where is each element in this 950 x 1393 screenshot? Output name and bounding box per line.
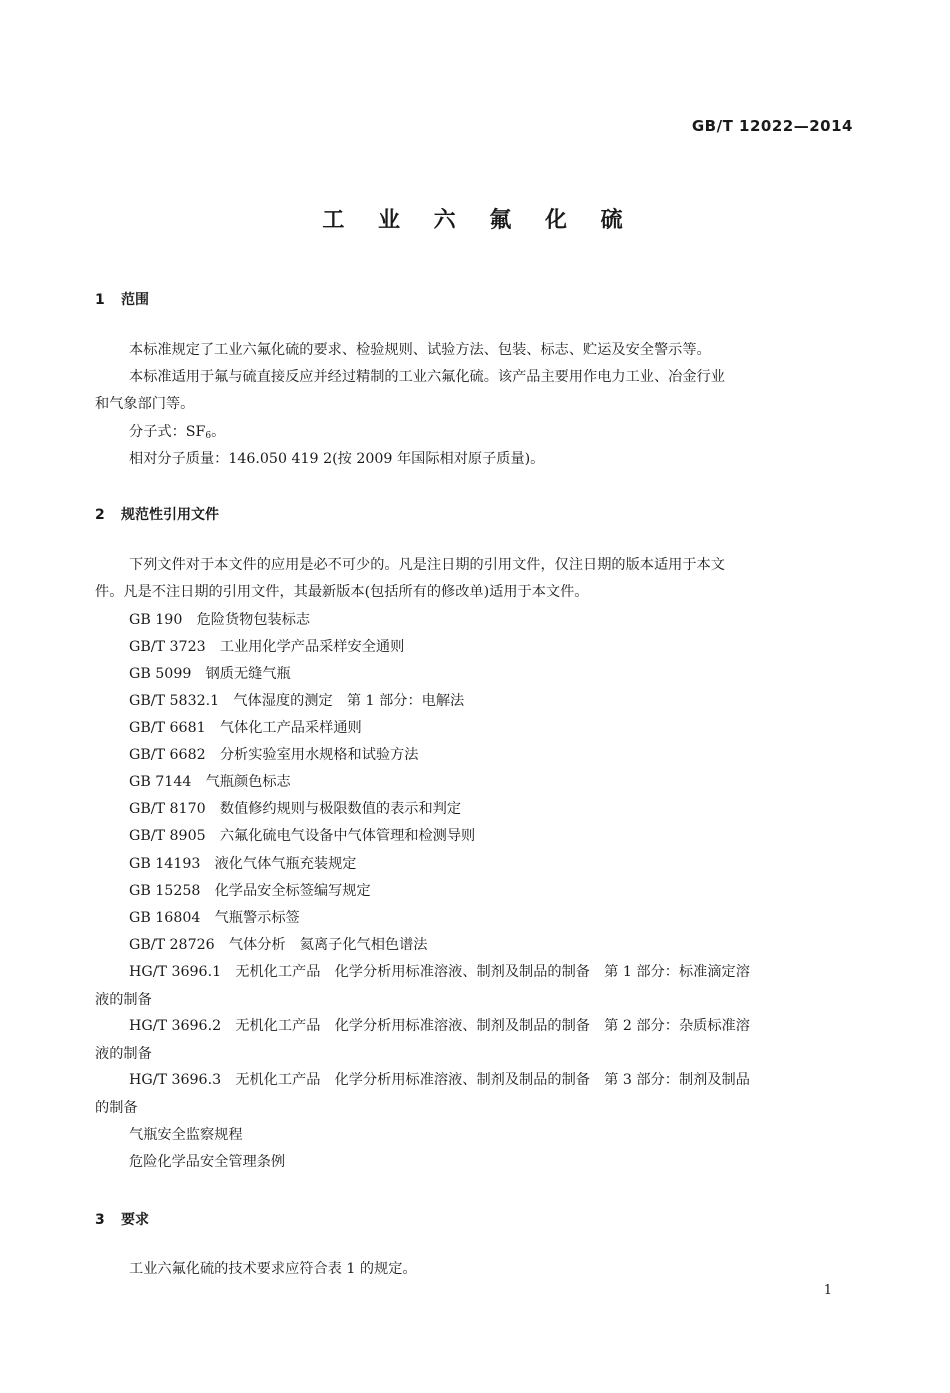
references-intro-line-2: 件。凡是不注日期的引用文件，其最新版本(包括所有的修改单)适用于本文件。 xyxy=(95,584,589,600)
reference-item xyxy=(129,769,291,796)
reference-item xyxy=(129,661,291,688)
reference-title: 气瓶警示标签 xyxy=(214,910,300,926)
reference-title: 气体化工产品采样通则 xyxy=(219,720,362,736)
reference-item xyxy=(129,607,310,634)
reference-item xyxy=(129,742,418,769)
section-title: 要求 xyxy=(121,1212,149,1228)
standard-number: GB/T 12022—2014 xyxy=(691,117,853,135)
regulation-item: 危险化学品安全管理条例 xyxy=(129,1154,286,1170)
reference-code: GB 7144 xyxy=(129,774,192,790)
hg-reference-1-line-2: 液的制备 xyxy=(95,992,152,1008)
reference-code: GB/T 6681 xyxy=(129,720,206,736)
scope-paragraph-2-line-1: 本标准适用于氟与硫直接反应并经过精制的工业六氟化硫。该产品主要用作电力工业、冶金行业 xyxy=(129,369,725,385)
reference-item xyxy=(129,905,300,932)
hg-reference-3-line-2: 的制备 xyxy=(95,1100,138,1116)
regulation-item: 气瓶安全监察规程 xyxy=(129,1127,243,1143)
reference-title: 液化气体气瓶充装规定 xyxy=(214,856,357,872)
reference-code: GB/T 5832.1 xyxy=(129,693,220,709)
reference-title: 气体湿度的测定 第 1 部分：电解法 xyxy=(233,693,465,709)
formula-end: 。 xyxy=(211,424,226,440)
scope-paragraph-1: 本标准规定了工业六氟化硫的要求、检验规则、试验方法、包装、标志、贮运及安全警示等。 xyxy=(129,342,711,358)
reference-code: GB/T 3723 xyxy=(129,639,206,655)
section-2-heading xyxy=(95,504,219,524)
reference-code: GB 15258 xyxy=(129,883,201,899)
reference-item xyxy=(129,823,475,850)
hg-reference-3-line-1: HG/T 3696.3 无机化工产品 化学分析用标准溶液、制剂及制品的制备 第 3 部分：制剂及制品 xyxy=(129,1072,750,1088)
reference-title: 危险货物包装标志 xyxy=(196,612,311,628)
section-number: 1 xyxy=(95,292,105,308)
reference-title: 气体分析 氦离子化气相色谱法 xyxy=(228,937,428,953)
reference-title: 工业用化学产品采样安全通则 xyxy=(219,639,405,655)
hg-reference-1-line-1: HG/T 3696.1 无机化工产品 化学分析用标准溶液、制剂及制品的制备 第 1 部分：标准滴定溶 xyxy=(129,964,750,980)
hg-reference-2-line-1: HG/T 3696.2 无机化工产品 化学分析用标准溶液、制剂及制品的制备 第 2 部分：杂质标准溶 xyxy=(129,1018,750,1034)
reference-code: GB/T 6682 xyxy=(129,747,206,763)
molar-mass: 相对分子质量：146.050 419 2(按 2009 年国际相对原子质量)。 xyxy=(129,451,545,467)
section-number: 2 xyxy=(95,507,105,523)
reference-code: GB/T 8905 xyxy=(129,828,206,844)
reference-title: 六氟化硫电气设备中气体管理和检测导则 xyxy=(219,828,476,844)
reference-title: 气瓶颜色标志 xyxy=(205,774,291,790)
reference-code: GB 16804 xyxy=(129,910,201,926)
formula-label: 分子式：SF xyxy=(129,424,206,440)
reference-code: GB 5099 xyxy=(129,666,192,682)
document-title: 工 业 六 氟 化 硫 xyxy=(322,208,636,233)
page-number: 1 xyxy=(823,1283,832,1298)
reference-title: 钢质无缝气瓶 xyxy=(205,666,291,682)
scope-paragraph-2-line-2: 和气象部门等。 xyxy=(95,396,195,412)
formula-subscript: 6 xyxy=(205,431,212,441)
reference-code: GB/T 8170 xyxy=(129,801,206,817)
reference-item xyxy=(129,932,428,959)
section-number: 3 xyxy=(95,1212,105,1228)
section-title: 范围 xyxy=(121,292,149,308)
reference-item xyxy=(129,715,362,742)
section-3-heading xyxy=(95,1209,149,1229)
references-intro-line-1: 下列文件对于本文件的应用是必不可少的。凡是注日期的引用文件，仅注日期的版本适用于本文 xyxy=(129,557,725,573)
reference-item xyxy=(129,688,464,715)
reference-code: GB/T 28726 xyxy=(129,937,215,953)
section-title: 规范性引用文件 xyxy=(121,507,219,523)
section-1-heading xyxy=(95,289,149,309)
reference-item xyxy=(129,634,404,661)
hg-reference-2-line-2: 液的制备 xyxy=(95,1046,152,1062)
reference-item xyxy=(129,796,461,823)
reference-title: 数值修约规则与极限数值的表示和判定 xyxy=(219,801,462,817)
reference-code: GB 190 xyxy=(129,612,183,628)
reference-title: 化学品安全标签编写规定 xyxy=(214,883,371,899)
reference-item xyxy=(129,851,357,878)
reference-code: GB 14193 xyxy=(129,856,201,872)
reference-title: 分析实验室用水规格和试验方法 xyxy=(219,747,419,763)
reference-item xyxy=(129,878,371,905)
requirements-paragraph: 工业六氟化硫的技术要求应符合表 1 的规定。 xyxy=(129,1261,417,1277)
